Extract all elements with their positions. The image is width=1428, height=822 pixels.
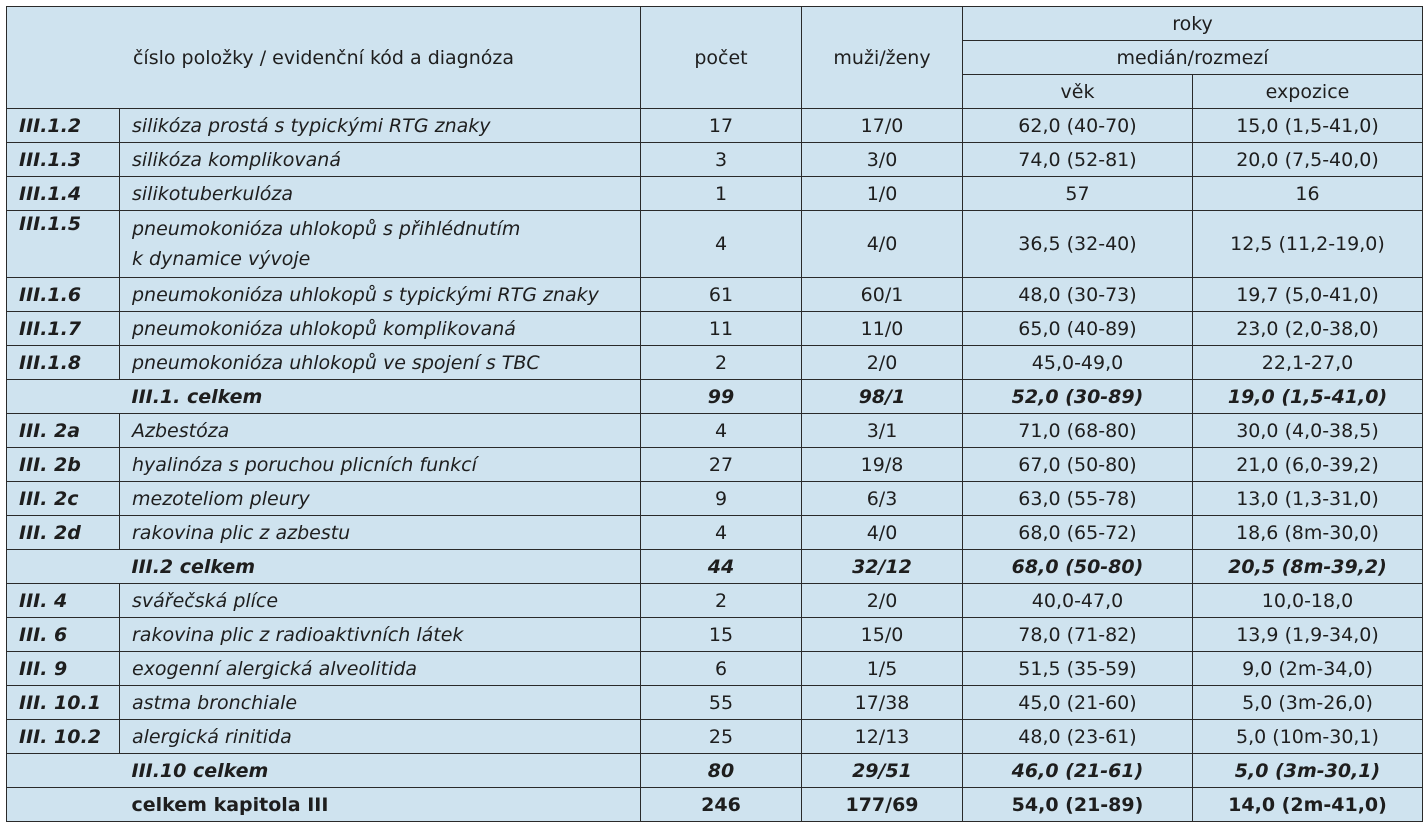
exposure-median-range: 14,0 (2m-41,0) [1193, 788, 1423, 822]
subtotal-row [7, 550, 1423, 584]
item-code: III. 10.1 [7, 686, 120, 720]
men-women: 17/38 [802, 686, 963, 720]
men-women: 2/0 [802, 346, 963, 380]
age-median-range: 67,0 (50-80) [963, 448, 1193, 482]
men-women: 3/1 [802, 414, 963, 448]
count: 11 [641, 312, 802, 346]
item-code: III.1.7 [7, 312, 120, 346]
diagnosis [120, 211, 641, 278]
count: 99 [641, 380, 802, 414]
men-women: 1/0 [802, 177, 963, 211]
count: 4 [641, 414, 802, 448]
count: 246 [641, 788, 802, 822]
diagnosis-line-1: pneumokonióza uhlokopů s přihlédnutím [132, 218, 521, 240]
age-median-range: 40,0-47,0 [963, 584, 1193, 618]
table-row [7, 686, 1423, 720]
age-median-range: 51,5 (35-59) [963, 652, 1193, 686]
men-women: 29/51 [802, 754, 963, 788]
count: 27 [641, 448, 802, 482]
exposure-median-range: 13,9 (1,9-34,0) [1193, 618, 1423, 652]
count: 2 [641, 346, 802, 380]
diagnosis: silikóza prostá s typickými RTG znaky [120, 109, 641, 143]
men-women: 15/0 [802, 618, 963, 652]
count: 25 [641, 720, 802, 754]
men-women: 17/0 [802, 109, 963, 143]
count: 17 [641, 109, 802, 143]
exposure-median-range: 30,0 (4,0-38,5) [1193, 414, 1423, 448]
total-spacer [7, 788, 120, 822]
diagnosis-table [6, 6, 1423, 822]
diagnosis: silikotuberkulóza [120, 177, 641, 211]
item-code: III. 9 [7, 652, 120, 686]
age-median-range: 63,0 (55-78) [963, 482, 1193, 516]
item-code: III. 2d [7, 516, 120, 550]
men-women: 1/5 [802, 652, 963, 686]
subtotal-spacer [7, 550, 120, 584]
item-code: III. 10.2 [7, 720, 120, 754]
count: 4 [641, 516, 802, 550]
age-median-range: 48,0 (23-61) [963, 720, 1193, 754]
grand-total-label: celkem kapitola III [120, 788, 641, 822]
table-row [7, 109, 1423, 143]
subtotal-label: III.2 celkem [120, 550, 641, 584]
age-median-range: 46,0 (21-61) [963, 754, 1193, 788]
men-women: 60/1 [802, 278, 963, 312]
exposure-median-range: 18,6 (8m-30,0) [1193, 516, 1423, 550]
table-row [7, 278, 1423, 312]
diagnosis: silikóza komplikovaná [120, 143, 641, 177]
table-row [7, 346, 1423, 380]
diagnosis: rakovina plic z azbestu [120, 516, 641, 550]
age-median-range: 65,0 (40-89) [963, 312, 1193, 346]
grand-total-row [7, 788, 1423, 822]
item-code: III.1.4 [7, 177, 120, 211]
item-code: III. 4 [7, 584, 120, 618]
header-men-women: muži/ženy [802, 7, 963, 109]
subtotal-row [7, 380, 1423, 414]
exposure-median-range: 15,0 (1,5-41,0) [1193, 109, 1423, 143]
count: 2 [641, 584, 802, 618]
exposure-median-range: 5,0 (3m-30,1) [1193, 754, 1423, 788]
age-median-range: 68,0 (65-72) [963, 516, 1193, 550]
table-row [7, 618, 1423, 652]
diagnosis: rakovina plic z radioaktivních látek [120, 618, 641, 652]
age-median-range: 68,0 (50-80) [963, 550, 1193, 584]
count: 15 [641, 618, 802, 652]
age-median-range: 54,0 (21-89) [963, 788, 1193, 822]
subtotal-label: III.10 celkem [120, 754, 641, 788]
table-row [7, 652, 1423, 686]
item-code: III.1.5 [7, 211, 120, 278]
count: 55 [641, 686, 802, 720]
exposure-median-range: 20,5 (8m-39,2) [1193, 550, 1423, 584]
table-row [7, 448, 1423, 482]
age-median-range: 45,0 (21-60) [963, 686, 1193, 720]
item-code: III.1.8 [7, 346, 120, 380]
exposure-median-range: 10,0-18,0 [1193, 584, 1423, 618]
age-median-range: 52,0 (30-89) [963, 380, 1193, 414]
subtotal-label: III.1. celkem [120, 380, 641, 414]
subtotal-spacer [7, 754, 120, 788]
diagnosis: hyalinóza s poruchou plicních funkcí [120, 448, 641, 482]
count: 1 [641, 177, 802, 211]
exposure-median-range: 23,0 (2,0-38,0) [1193, 312, 1423, 346]
exposure-median-range: 16 [1193, 177, 1423, 211]
table-row [7, 584, 1423, 618]
count: 4 [641, 211, 802, 278]
header-item-code-diagnosis: číslo položky / evidenční kód a diagnóza [7, 7, 641, 109]
men-women: 6/3 [802, 482, 963, 516]
diagnosis: pneumokonióza uhlokopů komplikovaná [120, 312, 641, 346]
men-women: 12/13 [802, 720, 963, 754]
count: 44 [641, 550, 802, 584]
men-women: 98/1 [802, 380, 963, 414]
exposure-median-range: 5,0 (3m-26,0) [1193, 686, 1423, 720]
exposure-median-range: 20,0 (7,5-40,0) [1193, 143, 1423, 177]
count: 80 [641, 754, 802, 788]
diagnosis-line-2: k dynamice vývoje [132, 248, 311, 270]
exposure-median-range: 12,5 (11,2-19,0) [1193, 211, 1423, 278]
age-median-range: 62,0 (40-70) [963, 109, 1193, 143]
age-median-range: 48,0 (30-73) [963, 278, 1193, 312]
table-row [7, 177, 1423, 211]
exposure-median-range: 5,0 (10m-30,1) [1193, 720, 1423, 754]
age-median-range: 45,0-49,0 [963, 346, 1193, 380]
diagnosis: exogenní alergická alveolitida [120, 652, 641, 686]
men-women: 19/8 [802, 448, 963, 482]
item-code: III. 2c [7, 482, 120, 516]
men-women: 11/0 [802, 312, 963, 346]
header-age: věk [963, 75, 1193, 109]
count: 6 [641, 652, 802, 686]
exposure-median-range: 19,0 (1,5-41,0) [1193, 380, 1423, 414]
men-women: 3/0 [802, 143, 963, 177]
table-row [7, 414, 1423, 448]
subtotal-row [7, 754, 1423, 788]
count: 3 [641, 143, 802, 177]
age-median-range: 78,0 (71-82) [963, 618, 1193, 652]
diagnosis: pneumokonióza uhlokopů s typickými RTG znaky [120, 278, 641, 312]
count: 9 [641, 482, 802, 516]
item-code: III. 2b [7, 448, 120, 482]
item-code: III. 2a [7, 414, 120, 448]
diagnosis: pneumokonióza uhlokopů ve spojení s TBC [120, 346, 641, 380]
men-women: 4/0 [802, 516, 963, 550]
header-years: roky [963, 7, 1423, 41]
age-median-range: 74,0 (52-81) [963, 143, 1193, 177]
diagnosis: astma bronchiale [120, 686, 641, 720]
header-median-range: medián/rozmezí [963, 41, 1423, 75]
men-women: 2/0 [802, 584, 963, 618]
exposure-median-range: 13,0 (1,3-31,0) [1193, 482, 1423, 516]
diagnosis: mezoteliom pleury [120, 482, 641, 516]
diagnosis: Azbestóza [120, 414, 641, 448]
age-median-range: 36,5 (32-40) [963, 211, 1193, 278]
exposure-median-range: 19,7 (5,0-41,0) [1193, 278, 1423, 312]
table-row [7, 211, 1423, 278]
age-median-range: 71,0 (68-80) [963, 414, 1193, 448]
exposure-median-range: 21,0 (6,0-39,2) [1193, 448, 1423, 482]
men-women: 32/12 [802, 550, 963, 584]
count: 61 [641, 278, 802, 312]
diagnosis: svářečská plíce [120, 584, 641, 618]
table-row [7, 143, 1423, 177]
exposure-median-range: 9,0 (2m-34,0) [1193, 652, 1423, 686]
item-code: III.1.2 [7, 109, 120, 143]
age-median-range: 57 [963, 177, 1193, 211]
table-row [7, 516, 1423, 550]
men-women: 177/69 [802, 788, 963, 822]
table-container [6, 6, 1423, 822]
table-row [7, 482, 1423, 516]
item-code: III.1.6 [7, 278, 120, 312]
exposure-median-range: 22,1-27,0 [1193, 346, 1423, 380]
item-code: III. 6 [7, 618, 120, 652]
header-exposure: expozice [1193, 75, 1423, 109]
diagnosis: alergická rinitida [120, 720, 641, 754]
subtotal-spacer [7, 380, 120, 414]
table-row [7, 312, 1423, 346]
men-women: 4/0 [802, 211, 963, 278]
table-row [7, 720, 1423, 754]
header-count: počet [641, 7, 802, 109]
item-code: III.1.3 [7, 143, 120, 177]
